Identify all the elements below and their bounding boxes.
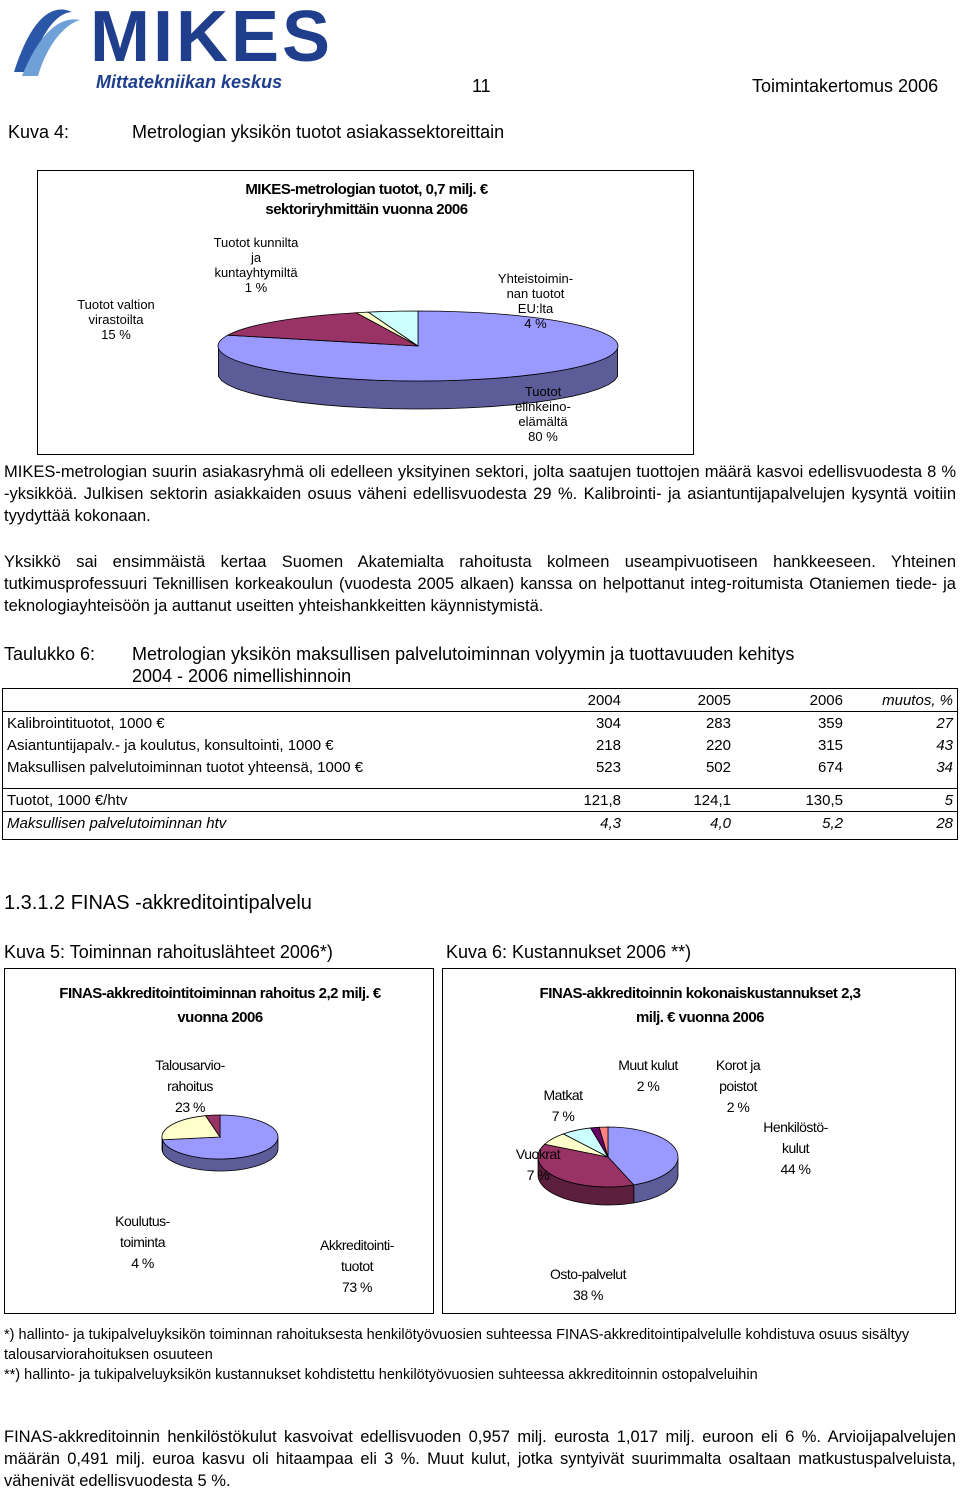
table-row: Tuotot, 1000 €/htv 121,8 124,1 130,5 5: [3, 789, 957, 812]
figure4-chart: [37, 170, 694, 455]
header-2004: 2004: [587, 691, 621, 709]
label-kunnilta: Tuotot kunnilta ja kuntayhtymiltä 1 %: [213, 235, 299, 295]
paragraph-1: MIKES-metrologian suurin asiakasryhmä oli edelleen yksityinen sektori, jolta saatujen tuottojen määrä kasvoi edellisvuodesta 8 % -yksikköä. Julkisen sektorin asiakkaiden osuus väheni edellisvuodesta 29 %. Kalibrointi- ja asiantuntijapalvelujen kysyntä voitiin tyydyttää kokonaan.: [4, 463, 956, 525]
table-row: Maksullisen palvelutoiminnan tuotot yhteensä, 1000 € 523 502 674 34: [7, 758, 953, 776]
logo-subtitle: Mittatekniikan keskus: [96, 72, 283, 92]
chart-title-line2: milj. € vuonna 2006: [635, 1009, 765, 1026]
figure5-caption: Kuva 5: Toiminnan rahoituslähteet 2006*): [4, 942, 333, 962]
label-korot: Korot ja poistot 2 %: [715, 1057, 761, 1115]
pie-chart: [443, 969, 955, 1313]
table-row: Maksullisen palvelutoiminnan htv 4,3 4,0 5,2 28: [3, 812, 957, 835]
label-talousarvio: Talousarvio- rahoitus 23 %: [155, 1057, 225, 1115]
chart-title-line1: FINAS-akkreditointitoiminnan rahoitus 2,2 milj. €: [59, 985, 381, 1002]
header-2005: 2005: [697, 691, 731, 709]
table-row: Asiantuntijapalv.- ja koulutus, konsultointi, 1000 € 218 220 315 43: [7, 736, 953, 754]
figure6-caption: Kuva 6: Kustannukset 2006 **): [446, 942, 692, 962]
label-henkilosto: Henkilöstö- kulut 44 %: [763, 1119, 828, 1177]
label-matkat: Matkat 7 %: [543, 1087, 583, 1124]
header-2006: 2006: [809, 691, 843, 709]
table6: [2, 688, 958, 840]
figure6-chart: [442, 968, 956, 1314]
section-heading: 1.3.1.2 FINAS -akkreditointipalvelu: [4, 892, 312, 914]
label-muut-kulut: Muut kulut 2 %: [618, 1057, 678, 1094]
label-elinkeino: Tuotot elinkeino- elämältä 80 %: [515, 384, 571, 444]
table6-label: Taulukko 6:: [4, 644, 96, 664]
label-koulutus: Koulutus- toiminta 4 %: [115, 1213, 170, 1271]
page-number: 11: [472, 76, 491, 96]
table6-title-line1: Metrologian yksikön maksullisen palvelutoiminnan volyymin ja tuottavuuden kehitys: [132, 644, 795, 664]
header-change: muutos, %: [882, 691, 953, 709]
label-eu: Yhteistoimin- nan tuotot EU:lta 4 %: [497, 271, 574, 331]
table6-title-line2: 2004 - 2006 nimellishinnoin: [132, 666, 352, 686]
footnote-2: **) hallinto- ja tukipalveluyksikön kustannukset kohdistettu henkilötyövuosien suhteessa akkreditoinnin ostopalveluihin: [4, 1367, 758, 1383]
chart-title-line2: vuonna 2006: [177, 1009, 263, 1026]
label-valtion: Tuotot valtion virastoilta 15 %: [77, 297, 155, 342]
doc-title: Toimintakertomus 2006: [752, 76, 939, 96]
footnote-1: *) hallinto- ja tukipalveluyksikön toiminnan rahoituksesta henkilötyövuosien suhteessa FINAS-akkreditointipalvelulle kohdistuva osuus sisältyy talousarviorahoituksen osuuteen: [4, 1327, 910, 1363]
label-ostopalvelut: Osto-palvelut 38 %: [550, 1266, 626, 1303]
chart-title-line2: sektoriryhmittäin vuonna 2006: [265, 201, 468, 218]
figure4-caption: Metrologian yksikön tuotot asiakassektoreittain: [132, 122, 505, 142]
label-akkreditointi: Akkreditointi- tuotot 73 %: [320, 1237, 394, 1295]
label-vuokrat: Vuokrat 7 %: [515, 1146, 561, 1183]
chart-title-line1: FINAS-akkreditoinnin kokonaiskustannukset 2,3: [539, 985, 861, 1002]
paragraph-3: FINAS-akkreditoinnin henkilöstökulut kasvoivat edellisvuoden 0,957 milj. eurosta 1,017 milj. euroon eli 6 %. Arvioijapalvelujen määrän 0,491 milj. euroa kasvu oli hitaampaa eli 3 %. Muut kulut, jotka syntyivät suurimmalta osaltaan matkustuspalveluista, vähenivät edellisvuodesta 5 %.: [4, 1428, 956, 1490]
table-header-row: [3, 689, 957, 712]
table-row: Kalibrointituotot, 1000 € 304 283 359 27: [3, 712, 957, 735]
figure4-label: Kuva 4:: [8, 122, 70, 142]
paragraph-2: Yksikkö sai ensimmäistä kertaa Suomen Akatemialta rahoitusta kolmeen useampivuotiseen hankkeeseen. Yhteinen tutkimusprofessuuri Teknillisen korkeakoulun (vuodesta 2005 alkaen) kanssa on helpottanut integ-roitumista Otaniemen tiede- ja teknologiayhteisöön ja auttanut useitten yhteishankkeitten käynnistymistä.: [4, 553, 956, 615]
chart-title-line1: MIKES-metrologian tuotot, 0,7 milj. €: [245, 181, 488, 198]
logo-text: MIKES: [90, 0, 334, 77]
figure5-chart: [4, 968, 434, 1314]
